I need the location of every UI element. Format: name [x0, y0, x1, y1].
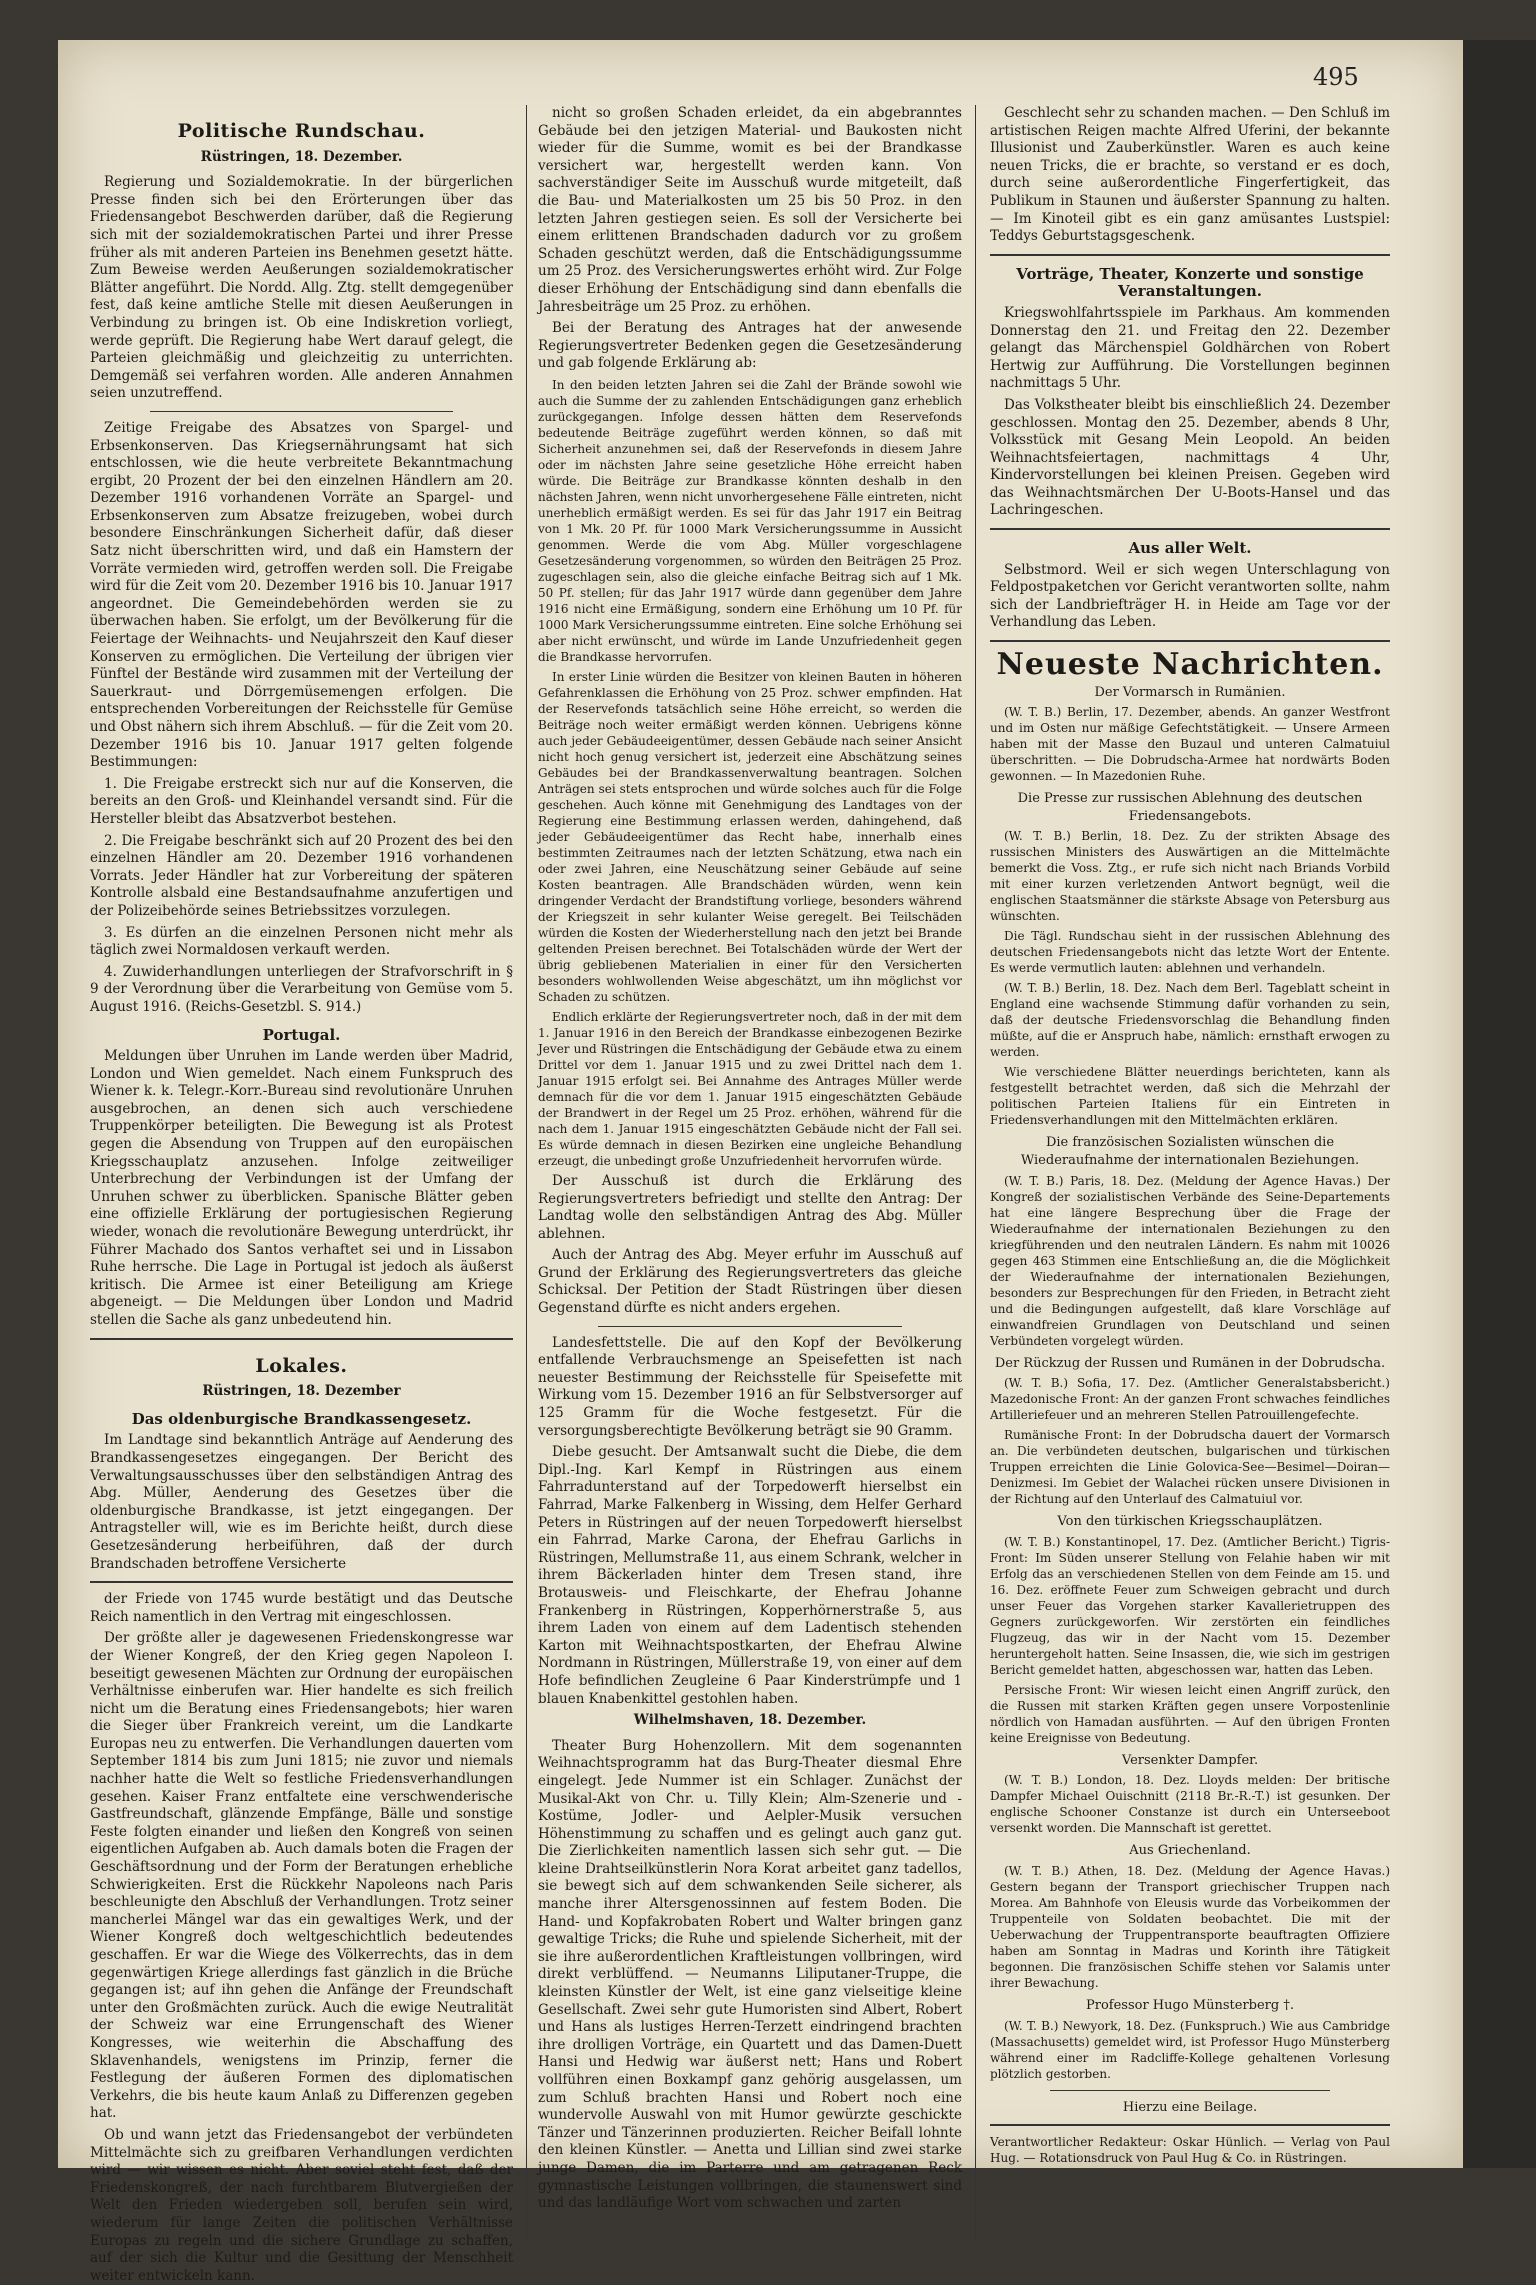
- page-number: 495: [1313, 63, 1359, 91]
- article-paragraph: Theater Burg Hohenzollern. Mit dem sogenannten Weihnachtsprogramm hat das Burg-Theater diesmal Ehre eingelegt. Jede Nummer ist ein Schlager. Zunächst der Musikal-Akt von Chr. u. Tilly Klein; Alm-Szenerie und -Kostüme, Jodler- und Aelpler-Musik versuchen Höhenstimmung zu schaffen und es gelingt auch ganz gut. Die Zierlichkeiten namentlich lassen sich sehr gut. — Die kleine Drahtseilkünstlerin Nora Korat arbeitet ganz tadellos, sie bewegt sich auf dem schwankenden Seile sicherer, als manche ihrer Altersgenossinnen auf festem Boden. Die Hand- und Kopfakrobaten Robert und Walter bringen ganz gewaltige Tricks; die Ruhe und spielende Sicherheit, mit der sie ihre außerordentlichen Kraftleistungen vollbringen, wird direkt verblüffend. — Neumanns Liliputaner-Truppe, die kleinsten Künstler der Welt, ist eine ganz vielseitige kleine Gesellschaft. Zwei sehr gute Humoristen sind Albert, Robert und Hans als lustiges Herren-Terzett eindringend brachten ihre drolligen Vorträge, ein Quartett und das Damen-Duett Hansi und Hedwig war äußerst nett; Hans und Robert vollführen einen Boxkampf ganz gehörig ausgelassen, um zum Schluß brachten Hansi und Robert noch eine wundervolle Auswahl von mit Humor gewürzte geschickte Tänzer und Tänzerinnen produzierten. Reicher Beifall lohnte den kleinen Künstler. — Anetta und Lillian sind zwei starke junge Damen, die im Parterre und am getragenen Reck gymnastische Leistungen vollbringen, die staunenswert sind und das landläufige Wort vom schwachen und zarten: [538, 1737, 962, 2212]
- section-heading-aus-aller-welt: Aus aller Welt.: [1128, 539, 1252, 558]
- news-heading: Aus Griechenland.: [1129, 1843, 1251, 1859]
- news-paragraph: (W. T. B.) Berlin, 18. Dez. Nach dem Berl. Tageblatt scheint in England eine wachsende Stimmung dafür vorhanden zu sein, daß der deutsche Friedensvorschlag die Behandlung finden müßte, auf die er Anspruch habe, nämlich: ernsthaft erwogen zu werden.: [990, 981, 1390, 1060]
- news-heading: Die Presse zur russischen Ablehnung des deutschen Friedensangebots.: [1017, 791, 1363, 824]
- article-paragraph: Das Volkstheater bleibt bis einschließlich 24. Dezember geschlossen. Montag den 25. Dezember, abends 8 Uhr, Volksstück mit Gesang Mein Leopold. An beiden Weihnachtsfeiertagen, nachmittags 4 Uhr, Kindervorstellungen bei kleinen Preisen. Gegeben wird das Weihnachtsmärchen Der U-Boots-Hansel und das Lachringeschen.: [990, 396, 1390, 519]
- news-paragraph: (W. T. B.) Athen, 18. Dez. (Meldung der Agence Havas.) Gestern begann der Transport griechischer Truppen nach Morea. Am Bahnhofe von Eleusis wurde das Vorbeikommen der Truppenteile von Soldaten beobachtet. Die mit der Ueberwachung der Truppentransporte beauftragten Offiziere haben am Sonntag in Madras und Korinth ihre Tätigkeit begonnen. Die französischen Schiffe stehen vor Salamis unter ihrer Bewachung.: [990, 1863, 1390, 1990]
- separator: [1050, 2090, 1330, 2091]
- imprint: Verantwortlicher Redakteur: Oskar Hünlich. — Verlag von Paul Hug. — Rotationsdruck von Paul Hug & Co. in Rüstringen.: [990, 2135, 1390, 2166]
- article-paragraph: Bei der Beratung des Antrages hat der anwesende Regierungsvertreter Bedenken gegen die Gesetzesänderung und gab folgende Erklärung ab:: [538, 320, 962, 372]
- article-paragraph: Der größte aller je dagewesenen Friedenskongresse war der Wiener Kongreß, der den Krieg gegen Napoleon I. beseitigt gewesenen Mächten zur Ordnung der europäischen Verhältnisse einberufen war. Hier handelte es sich freilich nicht um die Beratung eines Friedensangebots; hier waren die Sieger über Frankreich vereint, um die Landkarte Europas neu zu entwerfen. Die Verhandlungen dauerten vom September 1814 bis zum Juni 1815; nie zuvor und niemals nachher hatte die Welt so festliche Friedensverhandlungen gesehen. Kaiser Franz entfaltete eine verschwenderische Gastfreundschaft, glänzende Empfänge, Bälle und sonstige Feste folgten einander und ließen den Kongreß von seinen eigentlichen Aufgaben ab. Auch damals boten die Fragen der Geschäftsordnung und der Form der Beratungen erhebliche Schwierigkeiten. Erst die Rückkehr Napoleons nach Paris beschleunigte den Abschluß der Verhandlungen. Trotz seiner mancherlei Mängel war das ein gewaltiges Werk, und der Wiener Kongreß doch weltgeschichtlich bedeutendes geschaffen. Er war die Wiege des Völkerrechts, das in dem gegenwärtigen Kriege allerdings fast gänzlich in die Brüche gegangen ist; auf ihn gehen die Anfänge der Freundschaft unter den Großmächten zurück. Auch die ewige Neutralität der Schweiz war eine Errungenschaft des Wiener Kongresses, wie weiterhin die Abschaffung des Sklavenhandels, wenigstens im Prinzip, ferner die Festlegung der äußeren Formen des diplomatischen Verkehrs, die bis heute kaum Anlaß zu Differenzen gegeben hat.: [90, 1630, 513, 2122]
- news-paragraph: (W. T. B.) London, 18. Dez. Lloyds melden: Der britische Dampfer Michael Ouischnitt (2118 Br.-R.-T.) ist gesunken. Der englische Schooner Constanze ist durch ein Unterseeboot versenkt worden. Die Mannschaft ist gerettet.: [990, 1773, 1390, 1836]
- news-heading: Von den türkischen Kriegsschauplätzen.: [1057, 1514, 1323, 1530]
- article-paragraph: Diebe gesucht. Der Amtsanwalt sucht die Diebe, die dem Dipl.-Ing. Karl Kempf in Rüstringen aus einem Fahrradunterstand auf der Torpedowerft hierselbst ein Fahrrad, Marke Falkenberg in Wissing, dem Helfer Gerhard Peters in Rüstringen auf der neuen Torpedowerft hierselbst ein Fahrrad, Marke Carona, der Ehefrau Garlichs in Rüstringen, Mellumstraße 11, aus einem Schrank, welcher in ihrem Bäckerladen hinter dem Tresen stand, ihre Brotausweis- und Fleischkarte, der Ehefrau Johanne Frankenberg in Rüstringen, Kopperhörnerstraße 5, aus ihrem Laden von einem auf dem Ladentisch stehenden Karton mit Weihnachtspostkarten, der Ehefrau Alwine Nordmann in Rüstringen, Müllerstraße 19, von einer auf dem Hofe befindlichen Zeugleine 6 Paar Kinderstrümpfe und 1 blauen Knabenkittel gestohlen haben.: [538, 1444, 962, 1707]
- news-paragraph: (W. T. B.) Konstantinopel, 17. Dez. (Amtlicher Bericht.) Tigris-Front: Im Süden unserer Stellung von Felahie haben wir mit Erfolg das an verschiedenen Stellen von dem Feinde am 15. und 16. Dez. eröffnete Feuer zum Schweigen gebracht und durch unser Feuer das Vorgehen starker Kavallerietruppen des Gegners zurückgeworfen. Wir zerstörten ein feindliches Flugzeug, das wir in der Nacht vom 15. Dezember heruntergeholt hatten. Seine Insassen, die, wie sich im gestrigen Bericht gemeldet hatten, abgeschossen war, hatten das Leben.: [990, 1534, 1390, 1677]
- supplement-note: Hierzu eine Beilage.: [1122, 2099, 1258, 2115]
- separator: [598, 1326, 902, 1327]
- news-paragraph: (W. T. B.) Berlin, 17. Dezember, abends. An ganzer Westfront und im Osten nur mäßige Gefechtstätigkeit. — Unsere Armeen haben mit der Masse den Buzaul und unteren Calmatuiul überschritten. — Die Dobrudscha-Armee hat nordwärts Boden gewonnen. — In Mazedonien Ruhe.: [990, 705, 1390, 784]
- dateline: Wilhelmshaven, 18. Dezember.: [633, 1712, 867, 1729]
- article-paragraph: nicht so großen Schaden erleidet, da ein abgebranntes Gebäude bei den jetzigen Material- und Baukosten nicht wieder für die Summe, womit es bei der Brandkasse versichert war, hergestellt werden kann. Von sachverständiger Seite im Ausschuß wurde mitgeteilt, daß die Bau- und Materialkosten um 25 bis 50 Proz. in den letzten Jahren gestiegen seien. Es soll der Versicherte bei einem erlittenen Brandschaden dadurch vor zu großem Schaden geschützt werden, daß die Entschädigungssumme um 25 Proz. des Versicherungswertes erhöht wird. Zur Folge dieser Erhöhung der Entschädigung sind dann ebenfalls die Jahresbeiträge um 25 Proz. zu erhöhen.: [538, 105, 962, 315]
- article-paragraph: Meldungen über Unruhen im Lande werden über Madrid, London und Wien gemeldet. Nach einem Funkspruch des Wiener k. k. Telegr.-Korr.-Bureau sind revolutionäre Unruhen ausgebrochen, an denen sich auch verschiedene Truppenkörper beteiligten. Die Bewegung ist als Protest gegen die Absendung von Truppen auf den europäischen Kriegsschauplatz anzusehen. Infolge zeitweiliger Unterbrechung der Verbindungen ist der Umfang der Unruhen schwer zu überblicken. Spanische Blätter geben eine offizielle Erklärung der portugiesischen Regierung wieder, wonach die revolutionäre Bewegung unterdrückt, ihr Führer Machado dos Santos verhaftet sei und in Lissabon Ruhe herrsche. Die Lage in Portugal ist jedoch als äußerst kritisch. Die Armee ist einer Beteiligung am Kriege abgeneigt. — Die Meldungen über London und Madrid stellen die Sache als ganz unbedeutend hin.: [90, 1048, 513, 1328]
- article-paragraph: 3. Es dürfen an die einzelnen Personen nicht mehr als täglich zwei Normaldosen verkauft werden.: [90, 924, 513, 959]
- news-heading: Der Rückzug der Russen und Rumänen in der Dobrudscha.: [994, 1355, 1386, 1371]
- article-paragraph: Endlich erklärte der Regierungsvertreter noch, daß in der mit dem 1. Januar 1916 in den Bereich der Brandkasse einbezogenen Bezirke Jever und Rüstringen die Entschädigung der Gebäude etwa zu einem Drittel vor dem 1. Januar 1915 und zu zwei Drittel nach dem 1. Januar 1915 erfolgt sei. Bei Annahme des Antrages Müller werde demnach für die vor dem 1. Januar 1915 eingeschätzten Gebäude der Brandwert in der Regel um 25 Proz. erhöhen, während für die nach dem 1. Januar 1915 eingeschätzten Gebäude nicht der Fall sei. Es würde demnach in diesen Bezirken eine ungleiche Behandlung erzeugt, die unbedingt große Unzufriedenheit hervorrufen würde.: [538, 1009, 962, 1168]
- news-paragraph: (W. T. B.) Berlin, 18. Dez. Zu der strikten Absage des russischen Ministers des Auswärtigen an die Mittelmächte bemerkt die Voss. Ztg., er rufe sich nicht nach Briands Vorbild mit einer kurzen verletzenden Antwort begnügt, weil die englischen Staatsmänner die stärkste Absage von Petersburg aus wünschten.: [990, 829, 1390, 924]
- article-paragraph: In erster Linie würden die Besitzer von kleinen Bauten in höheren Gefahrenklassen die Erhöhung von 25 Proz. schwer empfinden. Hat der Reservefonds tatsächlich seine Höhe erreicht, so werden die Beiträge noch weiter ermäßigt werden können. Uebrigens könne auch jeder Gebäudeeigentümer, dessen Gebäude nach seiner Ansicht nicht hoch genug versichert ist, jederzeit eine Abschätzung seines Gebäudes bei der Brandkassenverwaltung beantragen. Solchen Anträgen sei stets entsprochen und würde solches auch für die Folge geschehen. Auch könne mit Genehmigung des Landtages von der Regierung eine Bestimmung erlassen werden, dahingehend, daß jeder Gebäudeeigentümer das Recht habe, innerhalb eines bestimmten Zeitraumes nach der letzten Schätzung, etwa nach ein oder zwei Jahren, eine Neuschätzung seiner Gebäude auf seine Kosten beantragen. Alle Brandschäden würden, wenn kein dringender Verdacht der Brandstiftung vorliege, besonders während der Kriegszeit in sehr kulanter Weise geregelt. Bei Teilschäden würden die Kosten der Wiederherstellung nach den jetzt bei Brande geltenden Preisen berechnet. Bei Totalschäden würde der Wert der übrig gebliebenen Materialien in einer für den Versicherten besonders wohlwollenden Weise abgeschätzt, um ihn möglichst vor Schaden zu schützen.: [538, 669, 962, 1004]
- article-paragraph: Zeitige Freigabe des Absatzes von Spargel- und Erbsenkonserven. Das Kriegsernährungsamt hat sich entschlossen, wie die heute verbreitete Bekanntmachung ergibt, 20 Prozent der bei den einzelnen Händlern am 20. Dezember 1916 vorhandenen Vorräte an Spargel- und Erbsenkonserven zum Absatze freizugeben, wobei durch besondere Einschränkungen Sicherheit dafür, daß dieser Satz nicht überschritten wird, und daß ein Hamstern der Vorräte vermieden wird, getroffen werden soll. Die Freigabe wird für die Zeit vom 20. Dezember 1916 bis 10. Januar 1917 angeordnet. Die Gemeindebehörden werden sie zu überwachen haben. Sie erfolgt, um der Bevölkerung für die Feiertage der Weihnachts- und Neujahrszeit den Kauf dieser Konserven zu ermöglichen. Die Verteilung der übrigen vier Fünftel der Bestände wird zusammen mit der Verteilung der Sauerkraut- und Dörrgemüsemengen erfolgen. Die entsprechenden Vorbereitungen der Reichsstelle für Gemüse und Obst nähern sich ihrem Abschluß. — für die Zeit vom 20. Dezember 1916 bis 10. Januar 1917 gelten folgende Bestimmungen:: [90, 419, 513, 771]
- column-rule: [526, 105, 527, 2240]
- book-spine: [1463, 40, 1536, 2168]
- column-rule: [975, 105, 976, 2240]
- news-heading: Versenkter Dampfer.: [1121, 1752, 1259, 1768]
- article-paragraph: Regierung und Sozialdemokratie. In der bürgerlichen Presse finden sich bei den Erörterungen über das Friedensangebot Beschwerden darüber, daß die Regierung sich mit der sozialdemokratischen Partei und ihrer Presse früher als mit anderen Parteien ins Benehmen gesetzt hätte. Zum Beweise werden Aeußerungen sozialdemokratischer Blätter angeführt. Die Nordd. Allg. Ztg. stellt demgegenüber fest, daß keine amtliche Stelle mit diesen Aeußerungen in Verbindung zu bringen ist. Ob eine Indiskretion vorliegt, werde geprüft. Die Regierung habe Wert darauf gelegt, die Parteien gleichmäßig und gleichzeitig zu unterrichten. Demgemäß sei verfahren worden. Alle anderen Annahmen seien unzutreffend.: [90, 174, 513, 402]
- section-heading-lokales: Lokales.: [255, 1354, 348, 1377]
- article-heading-brandkassengesetz: Das oldenburgische Brandkassengesetz.: [131, 1409, 472, 1428]
- dateline: Rüstringen, 18. Dezember.: [200, 148, 403, 165]
- article-paragraph: Geschlecht sehr zu schanden machen. — Den Schluß im artistischen Reigen machte Alfred Uferini, der bekannte Illusionist und Zauberkünstler. Waren es auch keine neuen Tricks, die er brachte, so verstand er es doch, durch seine außerordentliche Fingerfertigkeit, das Publikum in Staunen und äußerster Spannung zu halten. — Im Kinoteil gibt es ein ganz amüsantes Lustspiel: Teddys Geburtstagsgeschenk.: [990, 105, 1390, 245]
- news-paragraph: Die Tägl. Rundschau sieht in der russischen Ablehnung des deutschen Friedensangebots nicht das letzte Wort der Entente. Es werde vermutlich lauten: ablehnen und verhandeln.: [990, 929, 1390, 976]
- separator: [990, 2124, 1390, 2126]
- news-heading: Professor Hugo Münsterberg †.: [1086, 1997, 1294, 2013]
- separator: [990, 640, 1390, 642]
- news-paragraph: Wie verschiedene Blätter neuerdings berichteten, kann als festgestellt betrachtet werden, daß sich die Mehrzahl der politischen Parteien Italiens für ein Eintreten in Friedensverhandlungen mit den Mittelmächten erklären.: [990, 1065, 1390, 1128]
- news-paragraph: (W. T. B.) Newyork, 18. Dez. (Funkspruch.) Wie aus Cambridge (Massachusetts) gemeldet wird, ist Professor Hugo Münsterberg während einer im Radcliffe-Kollege gehaltenen Vorlesung plötzlich gestorben.: [990, 2018, 1390, 2081]
- section-heading-veranstaltungen: Vorträge, Theater, Konzerte und sonstige Veranstaltungen.: [1016, 264, 1364, 301]
- article-paragraph: Auch der Antrag des Abg. Meyer erfuhr im Ausschuß auf Grund der Erklärung des Regierungsvertreters das gleiche Schicksal. Der Petition der Stadt Rüstringen über diesen Gegenstand dürfte es nicht anders ergehen.: [538, 1247, 962, 1317]
- article-paragraph: Landesfettstelle. Die auf den Kopf der Bevölkerung entfallende Verbrauchsmenge an Speisefetten ist nach neuester Bestimmung der Reichsstelle für Speisefette mit Wirkung vom 15. Dezember 1916 an für Selbstversorger auf 125 Gramm für die Woche festgesetzt. Für die versorgungsberechtigte Bevölkerung beträgt sie 90 Gramm.: [538, 1334, 962, 1439]
- feuilleton-rule: [90, 1581, 513, 1583]
- article-paragraph: Selbstmord. Weil er sich wegen Unterschlagung von Feldpostpaketchen vor Gericht verantworten sollte, nahm sich der Landbriefträger H. in Heide am Tage vor der Verhandlung das Leben.: [990, 561, 1390, 631]
- section-heading-portugal: Portugal.: [262, 1025, 341, 1044]
- article-paragraph: Ob und wann jetzt das Friedensangebot der verbündeten Mittelmächte sich zu greifbaren Verhandlungen verdichten wird — wir wissen es nicht. Aber soviel steht fest, daß der Friedenskongreß, der nach furchtbarem Blutvergießen der Welt den Frieden wiedergeben soll, berufen sein wird, wiederum für lange Zeiten die politischen Verhältnisse Europas zu regeln und die sichere Grundlage zu schaffen, auf der sich die Kultur und die Gesittung der Menschheit weiter entwickeln kann.: [90, 2126, 513, 2284]
- separator: [990, 528, 1390, 530]
- news-paragraph: Persische Front: Wir wiesen leicht einen Angriff zurück, den die Russen mit starken Kräften gegen unsere Vorpostenlinie nördlich von Hamadan ausführten. — Auf den übrigen Fronten keine Ereignisse von Bedeutung.: [990, 1682, 1390, 1745]
- separator: [150, 411, 453, 412]
- article-paragraph: In den beiden letzten Jahren sei die Zahl der Brände sowohl wie auch die Summe der zu zahlenden Entschädigungen ganz erheblich zurückgegangen. Infolge dessen hätten dem Reservefonds bedeutende Beiträge zugeführt werden können, so daß mit Sicherheit anzunehmen sei, daß der Reservefonds in diesem Jahre oder im nächsten Jahre seine gesetzliche Höhe erreicht haben würde. Die Beiträge zur Brandkasse könnten deshalb in den nächsten Jahren, wenn nicht unvorhergesehene Fälle eintreten, nicht unerheblich ermäßigt werden. Es sei für das Jahr 1917 ein Beitrag von 1 Mk. 20 Pf. für 1000 Mark Versicherungssumme in Aussicht genommen. Werde die vom Abg. Müller vorgeschlagene Gesetzesänderung vorgenommen, so würden den Beiträgen 25 Proz. zugeschlagen sein, also die gleiche einfache Beitrag sich auf 1 Mk. 50 Pf. stellen; für das Jahr 1917 würde dann gegenüber dem Jahre 1916 nicht eine Ermäßigung, sondern eine Erhöhung um 10 Pf. für 1000 Mark Versicherungssumme eintreten. Eine solche Erhöhung sei aber nicht erwünscht, und würde im Lande Unzufriedenheit gegen die Brandkasse hervorrufen.: [538, 377, 962, 664]
- news-paragraph: Rumänische Front: In der Dobrudscha dauert der Vormarsch an. Die verbündeten deutschen, bulgarischen und türkischen Truppen erreichten die Linie Golovica-See—Besimel—Doiran—Denizmesi. Im Gebiet der Walachei rücken unsere Divisionen in der Richtung auf den Unterlauf des Calmatuiul vor.: [990, 1428, 1390, 1507]
- news-heading: Der Vormarsch in Rumänien.: [1094, 684, 1286, 700]
- article-paragraph: der Friede von 1745 wurde bestätigt und das Deutsche Reich namentlich in den Vertrag mit eingeschlossen.: [90, 1591, 513, 1625]
- news-paragraph: (W. T. B.) Sofia, 17. Dez. (Amtlicher Generalstabsbericht.) Mazedonische Front: An der ganzen Front schwaches feindliches Artilleriefeuer und an mehreren Stellen Patrouillengefechte.: [990, 1376, 1390, 1423]
- article-paragraph: Im Landtage sind bekanntlich Anträge auf Aenderung des Brandkassengesetzes eingegangen. Der Bericht des Verwaltungsausschusses über den selbständigen Antrag des Abg. Müller, Aenderung des Gesetzes über die oldenburgische Brandkasse, ist jetzt eingegangen. Der Antragsteller will, wie es im Berichte heißt, durch diese Gesetzesänderung herbeiführen, daß der durch Brandschaden betroffene Versicherte: [90, 1432, 513, 1572]
- article-paragraph: 1. Die Freigabe erstreckt sich nur auf die Konserven, die bereits an den Groß- und Kleinhandel versandt sind. Für die Hersteller bleibt das Absatzverbot bestehen.: [90, 775, 513, 827]
- separator: [990, 254, 1390, 256]
- column-1: [90, 105, 513, 2284]
- column-3: [990, 105, 1390, 2240]
- article-paragraph: Kriegswohlfahrtsspiele im Parkhaus. Am kommenden Donnerstag den 21. und Freitag den 22. Dezember gelangt das Märchenspiel Goldhärchen von Robert Hertwig zur Aufführung. Die Vorstellungen beginnen nachmittags 5 Uhr.: [990, 304, 1390, 392]
- section-heading-politische-rundschau: Politische Rundschau.: [177, 120, 426, 142]
- article-paragraph: Der Ausschuß ist durch die Erklärung des Regierungsvertreters befriedigt und stellte den Antrag: Der Landtag wolle den selbständigen Antrag des Abg. Müller ablehnen.: [538, 1172, 962, 1242]
- article-paragraph: 4. Zuwiderhandlungen unterliegen der Strafvorschrift in § 9 der Verordnung über die Verarbeitung von Gemüse vom 5. August 1916. (Reichs-Gesetzbl. S. 914.): [90, 963, 513, 1015]
- separator: [90, 1338, 513, 1340]
- article-paragraph: 2. Die Freigabe beschränkt sich auf 20 Prozent des bei den einzelnen Händler am 20. Dezember 1916 vorhandenen Vorrats. Jeder Händler hat zur Vorbereitung der späteren Kontrolle alsbald eine Bestandsaufnahme anzufertigen und der Polizeibehörde seines Betriebssitzes vorzulegen.: [90, 832, 513, 919]
- column-2: [538, 105, 962, 2240]
- dateline: Rüstringen, 18. Dezember: [202, 1383, 401, 1400]
- section-heading-neueste-nachrichten: Neueste Nachrichten.: [996, 647, 1384, 683]
- news-paragraph: (W. T. B.) Paris, 18. Dez. (Meldung der Agence Havas.) Der Kongreß der sozialistischen Verbände des Seine-Departements hat eine längere Besprechung über die Frage der Wiederaufnahme der internationalen Beziehungen zu den kriegführenden und den neutralen Ländern. Es nahm mit 10026 gegen 463 Stimmen eine Entschließung an, die die Möglichkeit der Wiederaufnahme der internationalen Beziehungen, besonders zur Besprechungen für den Frieden, in Betracht zieht und die Bedingungen aufgestellt, daß klare Vorschläge auf einwandfreien Grundlagen von Deutschland und seinen Verbündeten vorgelegt würden.: [990, 1173, 1390, 1348]
- news-heading: Die französischen Sozialisten wünschen die Wiederaufnahme der internationalen Beziehungen.: [1020, 1135, 1360, 1168]
